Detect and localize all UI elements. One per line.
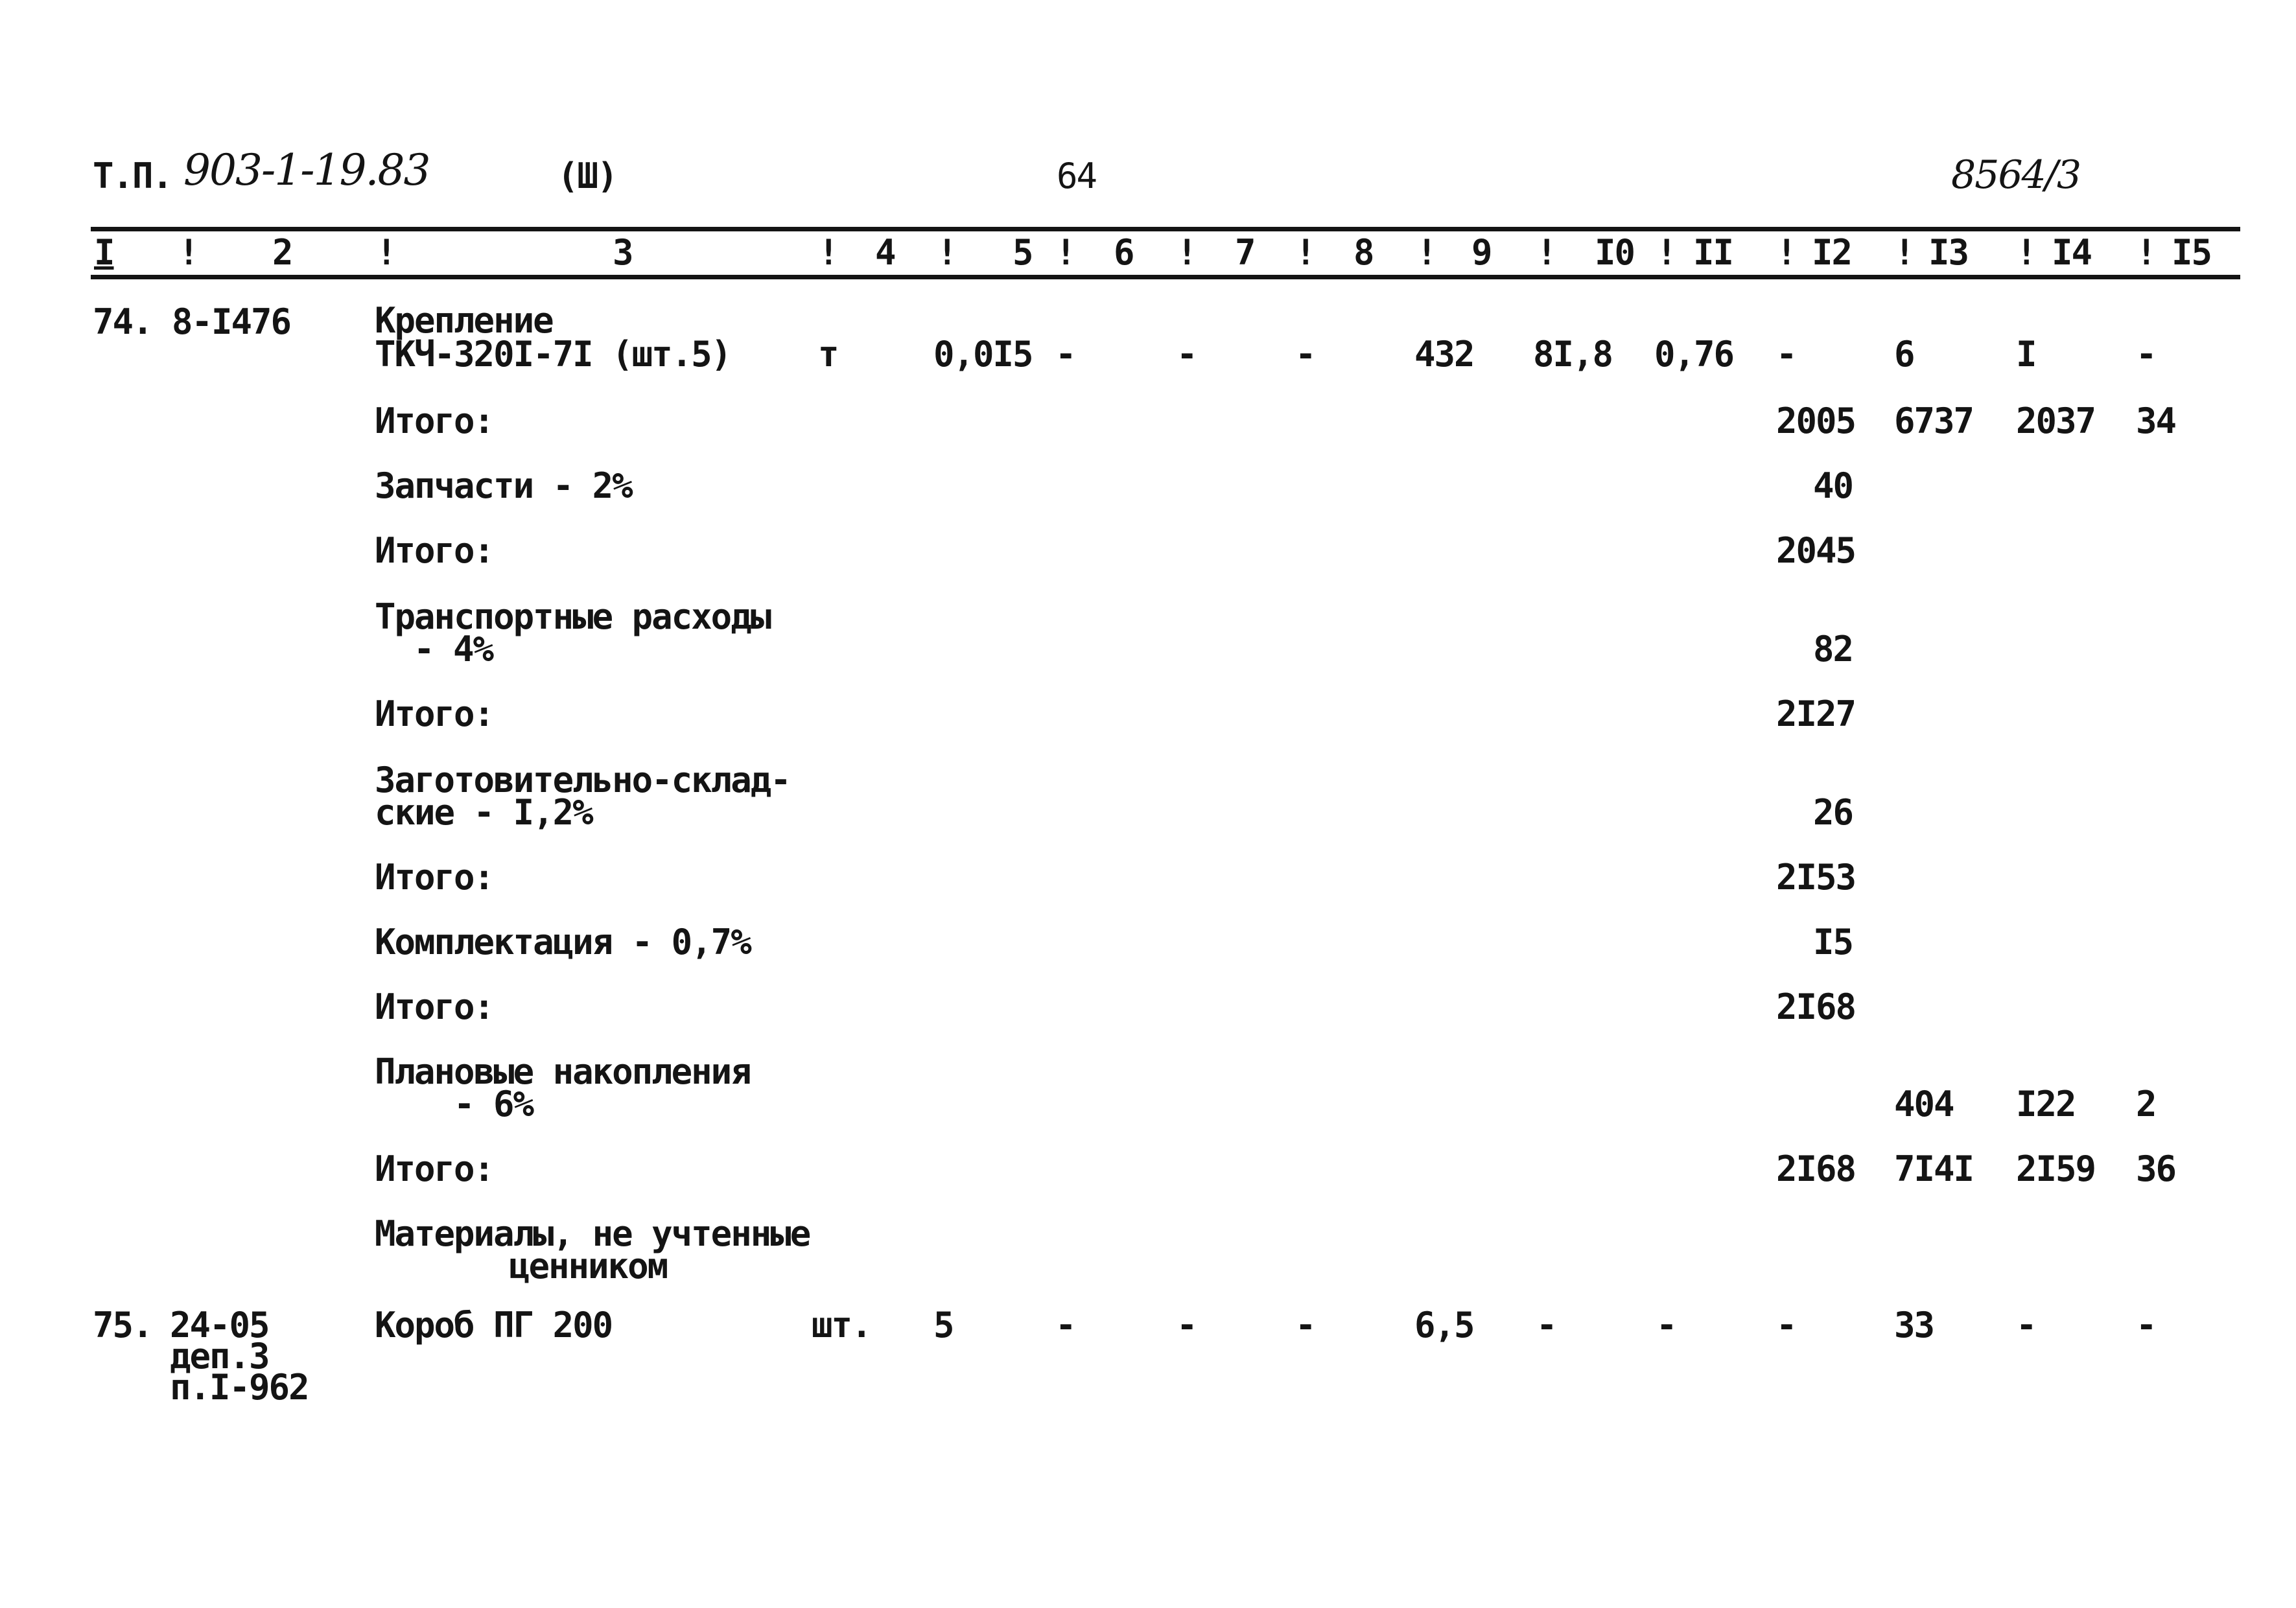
col-header-15: I5: [2172, 232, 2212, 273]
cell-c15: 34: [2136, 401, 2176, 441]
cell-c12: 2I27: [1776, 693, 1856, 734]
col-header-7: 7: [1235, 232, 1255, 273]
header-top-rule: [91, 227, 2240, 231]
cell-c15: -: [2136, 1305, 2156, 1346]
total-label: Итого:: [375, 857, 494, 898]
total-label: Итого:: [375, 401, 494, 441]
row-number: 75.: [93, 1305, 152, 1346]
transport-label-line2: - 4%: [414, 629, 493, 670]
cell-c12: I5: [1813, 922, 1853, 962]
col-separator: !: [1656, 232, 1676, 273]
col-separator: !: [2016, 232, 2036, 273]
cell-c7: -: [1177, 1305, 1197, 1346]
total-label: Итого:: [375, 693, 494, 734]
row-code-line3: п.I-962: [170, 1367, 309, 1408]
cell-c13: 6: [1894, 334, 1914, 375]
col-separator: !: [1177, 232, 1197, 273]
storage-label-line2: ские - I,2%: [375, 792, 592, 833]
col-header-9: 9: [1471, 232, 1492, 273]
cell-c12: 82: [1813, 629, 1853, 670]
col-separator: !: [1776, 232, 1796, 273]
col-header-12: I2: [1812, 232, 1852, 273]
col-separator: !: [1536, 232, 1556, 273]
col-header-2: 2: [272, 232, 292, 273]
total-label: Итого:: [375, 986, 494, 1027]
doc-number-handwritten: 903-1-19.83: [183, 145, 430, 195]
header-bottom-rule: [91, 275, 2240, 279]
cell-c12: 40: [1813, 465, 1853, 506]
col-separator: !: [1295, 232, 1315, 273]
row-code-line2: деп.3: [170, 1336, 269, 1377]
page-number: 64: [1057, 156, 1097, 196]
row-unit: шт.: [812, 1305, 871, 1346]
cell-c7: -: [1177, 334, 1197, 375]
cell-c13: 404: [1894, 1084, 1954, 1124]
cell-c13: 7I4I: [1894, 1148, 1974, 1189]
completion-label: Комплектация - 0,7%: [375, 922, 751, 962]
col-header-14: I4: [2052, 232, 2092, 273]
cell-c13: 6737: [1894, 401, 1974, 441]
col-header-6: 6: [1114, 232, 1134, 273]
col-header-13: I3: [1928, 232, 1969, 273]
cell-c14: 2I59: [2016, 1148, 2096, 1189]
row-code: 8-I476: [172, 301, 291, 342]
col-separator: !: [2136, 232, 2156, 273]
col-header-5: 5: [1013, 232, 1033, 273]
col-separator: !: [376, 232, 396, 273]
row-number: 74.: [93, 301, 152, 342]
materials-label-line2: ценником: [509, 1246, 668, 1287]
cell-c8: -: [1295, 334, 1315, 375]
row-code-line1: 24-05: [170, 1305, 269, 1346]
transport-label-line1: Транспортные расходы: [375, 596, 771, 637]
cell-c12: 26: [1813, 792, 1853, 833]
cell-c9: 6,5: [1414, 1305, 1474, 1346]
cell-c5: 0,0I5: [933, 334, 1033, 375]
col-separator: !: [1055, 232, 1075, 273]
cell-c15: -: [2136, 334, 2156, 375]
cell-c10: -: [1536, 1305, 1556, 1346]
cell-c12: -: [1776, 334, 1796, 375]
row-unit: т: [818, 334, 838, 375]
cell-c12: 2I68: [1776, 1148, 1856, 1189]
col-separator: !: [1894, 232, 1914, 273]
cell-c10: 8I,8: [1533, 334, 1613, 375]
cell-c14: 2037: [2016, 401, 2096, 441]
cell-c14: I: [2016, 334, 2036, 375]
cell-c12: 2I53: [1776, 857, 1856, 898]
stamp-handwritten: 8564/3: [1951, 152, 2081, 198]
col-separator: !: [178, 232, 198, 273]
doc-prefix: Т.П.: [93, 156, 172, 196]
total-label: Итого:: [375, 1148, 494, 1189]
section-mark: (Ш): [557, 156, 617, 196]
cell-c13: 33: [1894, 1305, 1934, 1346]
cell-c12: 2005: [1776, 401, 1856, 441]
cell-c6: -: [1055, 1305, 1075, 1346]
cell-c15: 36: [2136, 1148, 2176, 1189]
cell-c14: I22: [2016, 1084, 2076, 1124]
col-header-4: 4: [875, 232, 895, 273]
cell-c9: 432: [1414, 334, 1474, 375]
materials-label-line1: Материалы, не учтенные: [375, 1213, 810, 1254]
total-label: Итого:: [375, 530, 494, 571]
cell-c12: 2045: [1776, 530, 1856, 571]
col-header-3: 3: [613, 232, 633, 273]
cell-c15: 2: [2136, 1084, 2156, 1124]
planned-label-line2: - 6%: [454, 1084, 533, 1124]
cell-c12: 2I68: [1776, 986, 1856, 1027]
cell-c12: -: [1776, 1305, 1796, 1346]
cell-c14: -: [2016, 1305, 2036, 1346]
planned-label-line1: Плановые накопления: [375, 1051, 751, 1092]
row-name-line2: ТКЧ-320I-7I (шт.5): [375, 334, 731, 375]
row-name: Короб ПГ 200: [375, 1305, 613, 1346]
cell-c8: -: [1295, 1305, 1315, 1346]
col-header-1: I: [94, 232, 114, 273]
cell-c11: 0,76: [1654, 334, 1734, 375]
col-header-10: I0: [1595, 232, 1635, 273]
cell-c6: -: [1055, 334, 1075, 375]
spare-parts-label: Запчасти - 2%: [375, 465, 632, 506]
cell-c11: -: [1656, 1305, 1676, 1346]
col-separator: !: [1416, 232, 1436, 273]
row-name-line1: Крепление: [375, 300, 553, 341]
col-separator: !: [818, 232, 838, 273]
col-header-11: II: [1693, 232, 1733, 273]
storage-label-line1: Заготовительно-склад-: [375, 760, 790, 800]
col-header-8: 8: [1353, 232, 1374, 273]
col-separator: !: [937, 232, 957, 273]
cell-c5: 5: [933, 1305, 954, 1346]
